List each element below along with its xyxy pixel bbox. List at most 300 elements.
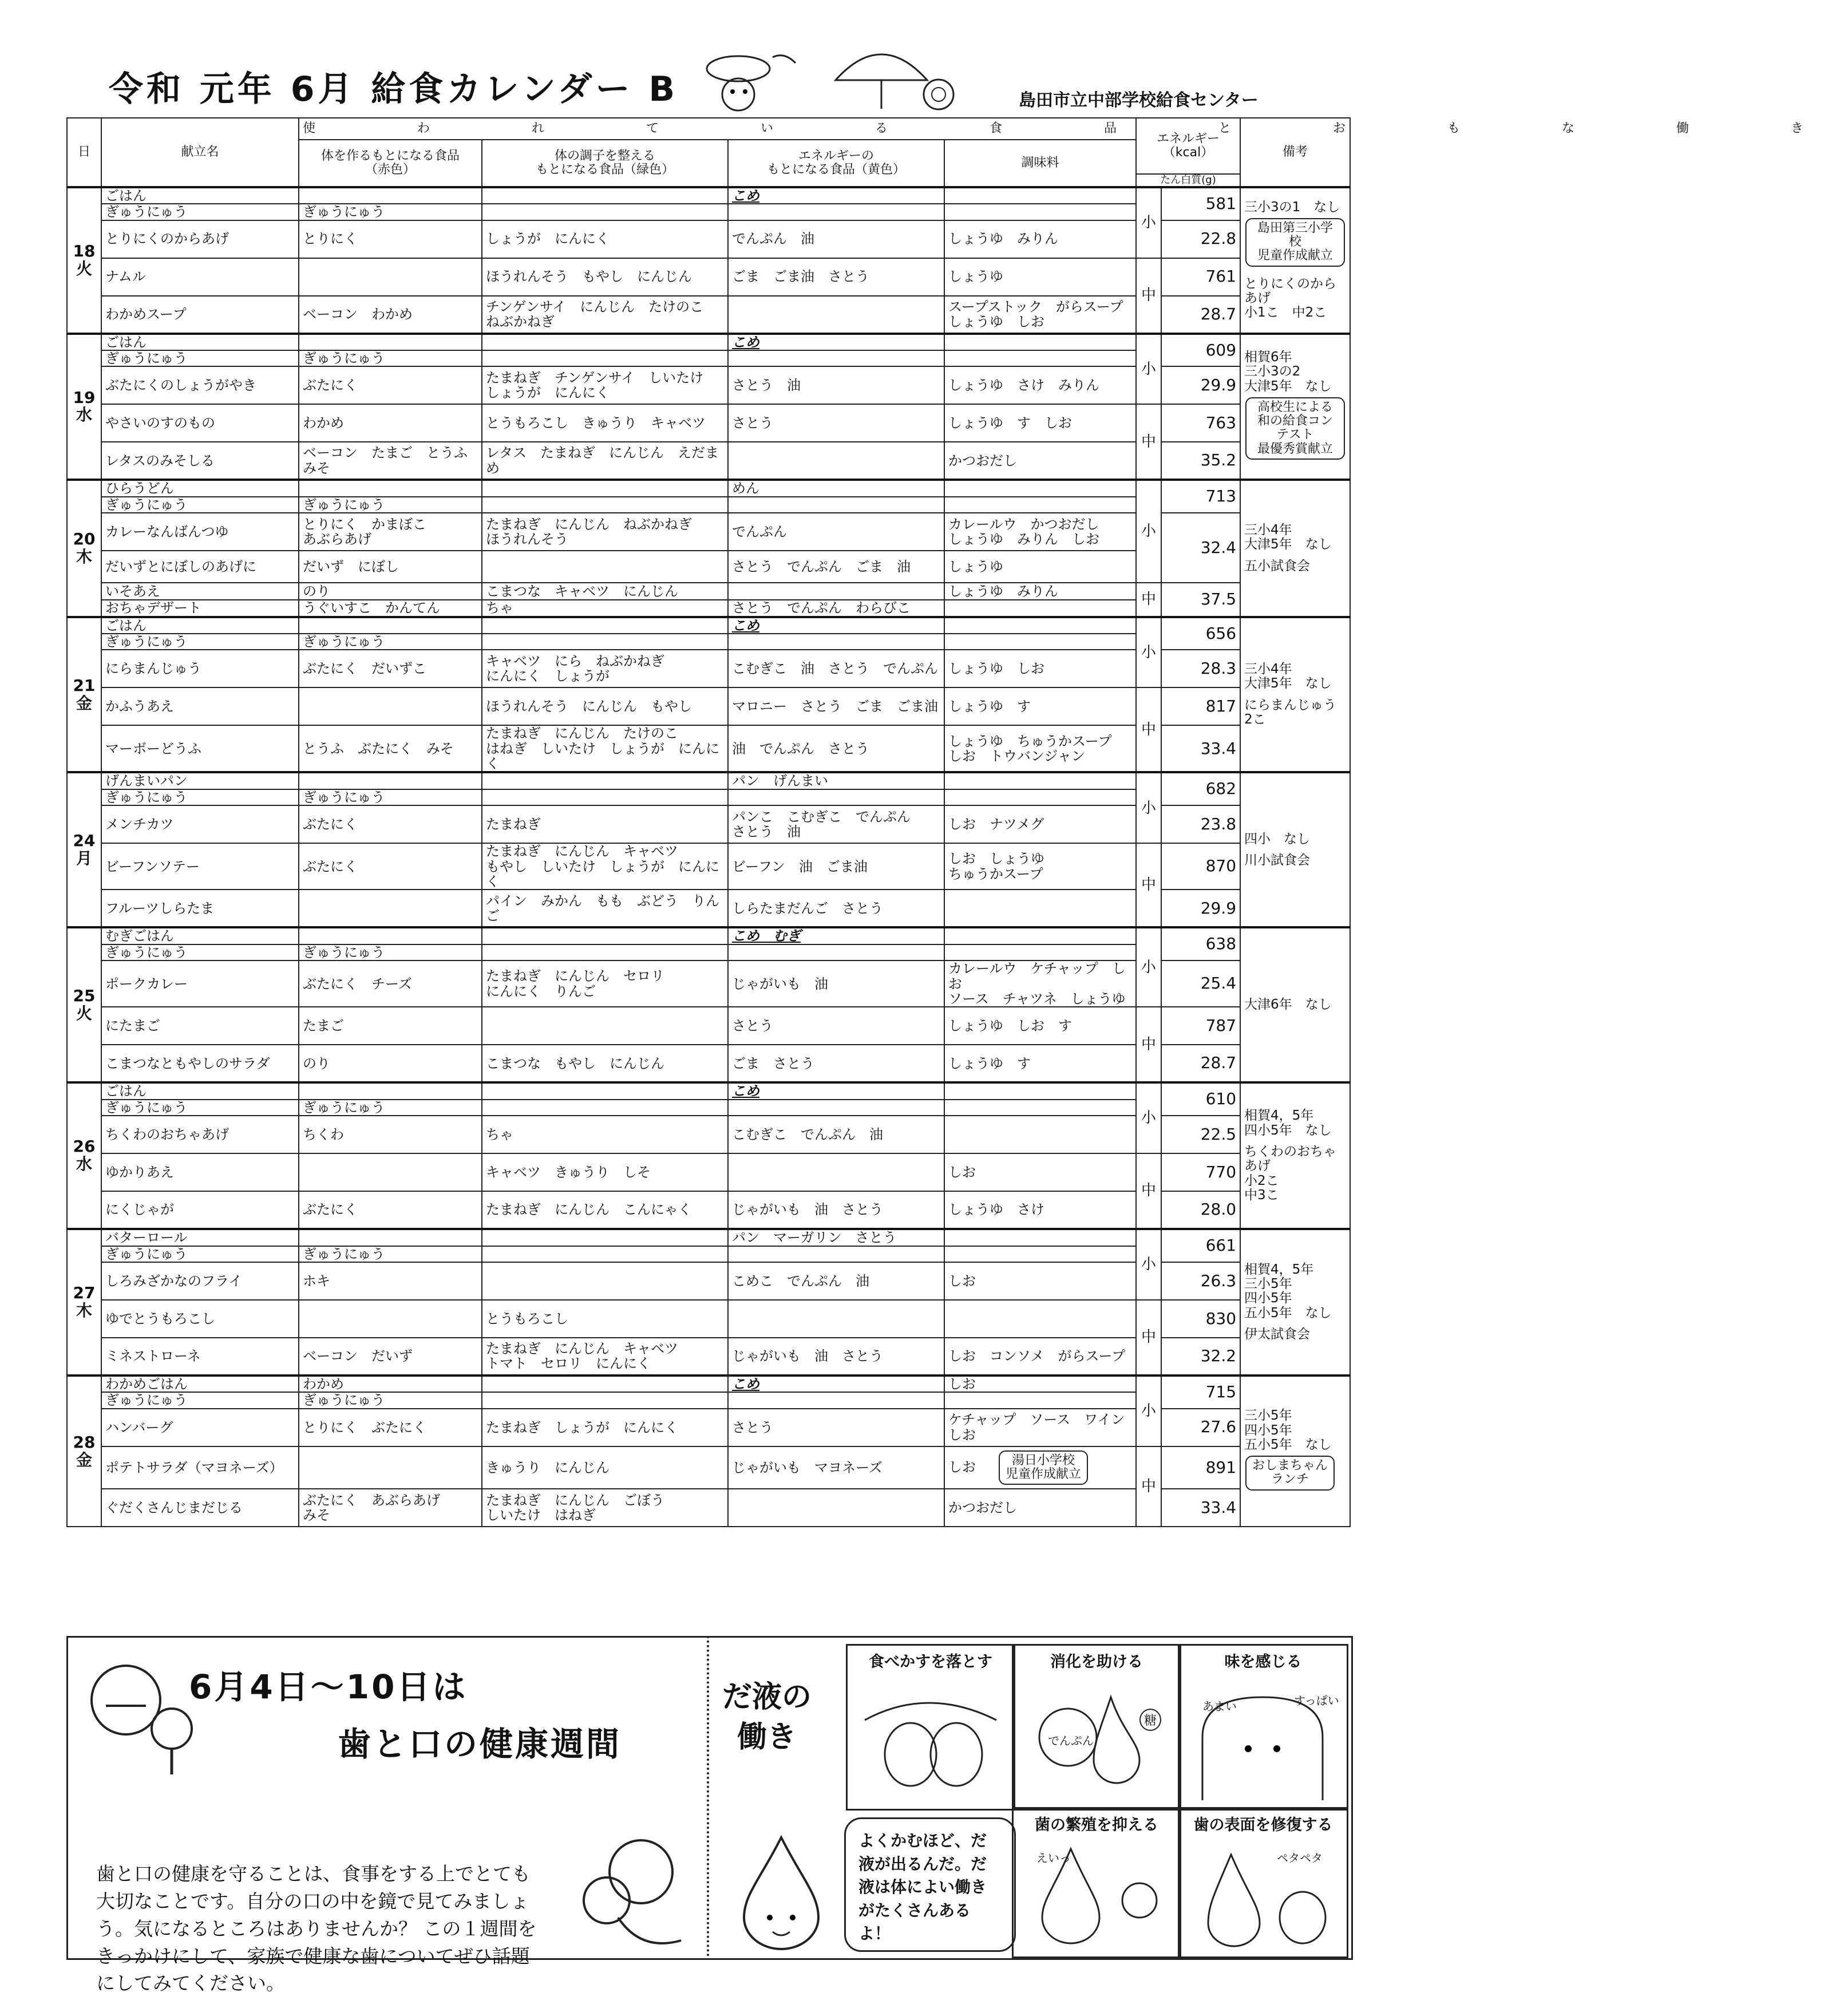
- food-red: ぶたにく: [299, 366, 482, 404]
- protein-g: 28.0: [1161, 1191, 1240, 1229]
- notes-badge: 島田第三小学校 児童作成献立: [1245, 218, 1345, 267]
- food-yellow: さとう でんぷん わらびこ: [728, 600, 944, 616]
- child-mirror-icon: [74, 1649, 206, 1780]
- food-season: [944, 187, 1136, 204]
- food-green: [482, 789, 728, 805]
- food-green: きゅうり にんじん: [482, 1446, 728, 1489]
- panel-title: 消化を助ける: [1050, 1653, 1143, 1671]
- menu-name: フルーツしらたま: [101, 890, 299, 927]
- size-small: 小: [1136, 187, 1161, 258]
- food-red: [299, 258, 482, 296]
- note-text: 相賀4，5年 四小5年 なし: [1244, 1108, 1332, 1138]
- doodle-label: 糖: [1139, 1709, 1161, 1731]
- weekday: 火: [76, 1003, 92, 1023]
- weekday: 木: [76, 547, 92, 566]
- protein-g: 32.4: [1161, 513, 1240, 583]
- notes-cell: [1240, 1082, 1350, 1229]
- col-energy: エネルギー （kcal）: [1136, 118, 1240, 174]
- day-cell: [67, 927, 101, 1082]
- menu-name: ポークカレー: [101, 960, 299, 1007]
- size-middle: 中: [1136, 1007, 1161, 1082]
- food-red: ベーコン だいず: [299, 1338, 482, 1375]
- col-yellow: エネルギーの もとになる食品（黄色）: [728, 140, 944, 187]
- weekday: 金: [76, 693, 92, 713]
- food-green: [482, 1229, 728, 1246]
- notes-cell: [1240, 617, 1350, 773]
- food-season: しょうゆ さけ みりん: [944, 366, 1136, 404]
- food-yellow: こめこ でんぷん 油: [728, 1262, 944, 1300]
- table-row: [67, 1446, 1350, 1489]
- food-yellow: ビーフン 油 ごま油: [728, 843, 944, 890]
- food-yellow: [728, 1246, 944, 1262]
- food-season: [944, 927, 1136, 944]
- school-badge: 湯日小学校 児童作成献立: [999, 1450, 1088, 1485]
- menu-name: ごはん: [101, 1082, 299, 1099]
- energy-kcal: 870: [1161, 843, 1240, 890]
- col-menu: 献立名: [101, 118, 299, 187]
- food-yellow: [728, 583, 944, 600]
- day-cell: [67, 480, 101, 616]
- menu-name: わかめごはん: [101, 1375, 299, 1392]
- menu-name: ぎゅうにゅう: [101, 634, 299, 650]
- food-season: しょうゆ: [944, 551, 1136, 583]
- menu-name: とりにくのからあげ: [101, 220, 299, 258]
- weekday: 金: [76, 1450, 92, 1469]
- menu-name: ぎゅうにゅう: [101, 204, 299, 220]
- food-red: ぎゅうにゅう: [299, 497, 482, 513]
- menu-name: ゆでとうもろこし: [101, 1300, 299, 1338]
- food-yellow: パン げんまい: [728, 772, 944, 789]
- food-yellow: [728, 442, 944, 480]
- menu-name: ごはん: [101, 617, 299, 634]
- protein-g: 22.5: [1161, 1116, 1240, 1153]
- menu-name: ミネストローネ: [101, 1338, 299, 1375]
- note-text: にらまんじゅう 2こ: [1244, 697, 1337, 727]
- food-season: しお コンソメ がらスープ: [944, 1338, 1136, 1375]
- protein-g: 33.4: [1161, 1489, 1240, 1527]
- day-number: 26: [73, 1137, 96, 1156]
- food-red: [299, 1446, 482, 1489]
- energy-kcal: 713: [1161, 480, 1240, 513]
- food-yellow: [728, 1392, 944, 1408]
- day-number: 27: [73, 1283, 96, 1303]
- food-green: [482, 1246, 728, 1262]
- saliva-panel-4: [1012, 1807, 1181, 1958]
- protein-g: 22.8: [1161, 220, 1240, 258]
- food-yellow: [728, 944, 944, 960]
- day-number: 28: [73, 1432, 96, 1452]
- protein-g: 28.7: [1161, 296, 1240, 334]
- col-protein: たん白質(g): [1136, 174, 1240, 187]
- protein-g: 29.9: [1161, 366, 1240, 404]
- energy-kcal: 661: [1161, 1229, 1240, 1262]
- food-season: しょうゆ ちゅうかスープ しお トウバンジャン: [944, 725, 1136, 772]
- food-season: カレールウ ケチャップ しお ソース チャツネ しょうゆ: [944, 960, 1136, 1007]
- food-season: かつおだし: [944, 1489, 1136, 1527]
- weekday: 木: [76, 1301, 92, 1321]
- table-row: [67, 772, 1350, 789]
- panel-title: 食べかすを落とす: [869, 1653, 992, 1671]
- energy-kcal: 656: [1161, 617, 1240, 650]
- notes-cell: [1240, 927, 1350, 1082]
- saliva-panel-3: [1178, 1644, 1348, 1811]
- food-red: わかめ: [299, 1375, 482, 1392]
- weekday: 水: [76, 1155, 92, 1174]
- size-middle: 中: [1136, 1300, 1161, 1375]
- food-red: [299, 1229, 482, 1246]
- food-red: ぶたにく: [299, 1191, 482, 1229]
- menu-name: にくじゃが: [101, 1191, 299, 1229]
- menu-name: ゆかりあえ: [101, 1153, 299, 1191]
- food-green: たまねぎ にんじん ねぶかねぎ ほうれんそう: [482, 513, 728, 551]
- menu-name: おちゃデザート: [101, 600, 299, 616]
- energy-kcal: 715: [1161, 1375, 1240, 1409]
- food-red: ぎゅうにゅう: [299, 1100, 482, 1116]
- size-small: 小: [1136, 334, 1161, 405]
- table-row: [67, 334, 1350, 350]
- protein-g: 37.5: [1161, 583, 1240, 616]
- food-red: ぎゅうにゅう: [299, 204, 482, 220]
- food-season: スープストック がらスープ しょうゆ しお: [944, 296, 1136, 334]
- note-text: 三小4年 大津5年 なし: [1244, 661, 1332, 691]
- energy-kcal: 638: [1161, 927, 1240, 960]
- table-row: [67, 1007, 1350, 1045]
- energy-kcal: 763: [1161, 404, 1240, 442]
- day-cell: [67, 1082, 101, 1229]
- food-red: のり: [299, 583, 482, 600]
- menu-name: ぶたにくのしょうがやき: [101, 366, 299, 404]
- menu-name: バターロール: [101, 1229, 299, 1246]
- weekday: 水: [76, 405, 92, 425]
- energy-kcal: 609: [1161, 334, 1240, 367]
- note-text: 三小3の1 なし: [1244, 199, 1340, 215]
- energy-kcal: 770: [1161, 1153, 1240, 1191]
- food-yellow: ごま さとう: [728, 1045, 944, 1082]
- food-yellow: こめ: [728, 617, 944, 634]
- food-season: しょうゆ みりん: [944, 220, 1136, 258]
- day-cell: [67, 617, 101, 773]
- table-row: [67, 583, 1350, 600]
- food-season: [944, 1300, 1136, 1338]
- menu-calendar-table: [66, 117, 1848, 1527]
- size-small: 小: [1136, 1375, 1161, 1446]
- organization-name: 島田市立中部学校給食センター: [1019, 90, 1259, 110]
- food-green: たまねぎ にんじん ごぼう しいたけ はねぎ: [482, 1489, 728, 1527]
- food-green: [482, 1392, 728, 1408]
- food-red: ベーコン たまご とうふ みそ: [299, 442, 482, 480]
- protein-g: 28.7: [1161, 1045, 1240, 1082]
- energy-kcal: 682: [1161, 772, 1240, 805]
- note-text: 大津6年 なし: [1244, 997, 1332, 1013]
- day-number: 24: [73, 831, 96, 851]
- menu-name: ぎゅうにゅう: [101, 497, 299, 513]
- food-green: たまねぎ にんじん たけのこ はねぎ しいたけ しょうが にんにく: [482, 725, 728, 772]
- menu-name: にらまんじゅう: [101, 650, 299, 687]
- protein-g: 35.2: [1161, 442, 1240, 480]
- size-small: 小: [1136, 927, 1161, 1007]
- menu-name: ぎゅうにゅう: [101, 1392, 299, 1408]
- saliva-title: だ液の 働き: [722, 1680, 812, 1755]
- size-middle: 中: [1136, 1153, 1161, 1229]
- food-red: ぎゅうにゅう: [299, 350, 482, 366]
- food-yellow: じゃがいも 油 さとう: [728, 1338, 944, 1375]
- food-red: [299, 1300, 482, 1338]
- food-red: [299, 1082, 482, 1099]
- size-small: 小: [1136, 617, 1161, 688]
- food-yellow: さとう: [728, 404, 944, 442]
- food-green: [482, 350, 728, 366]
- energy-kcal: 891: [1161, 1446, 1240, 1489]
- food-red: わかめ: [299, 404, 482, 442]
- notes-cell: [1240, 1229, 1350, 1375]
- food-red: ぎゅうにゅう: [299, 789, 482, 805]
- saliva-panel-1: [846, 1644, 1015, 1811]
- table-row: [67, 480, 1350, 496]
- food-season: しょうゆ す しお: [944, 404, 1136, 442]
- note-text: 伊太試食会: [1244, 1327, 1311, 1342]
- food-season: [944, 772, 1136, 789]
- food-green: キャベツ にら ねぶかねぎ にんにく しょうが: [482, 650, 728, 687]
- food-green: たまねぎ にんじん キャベツ トマト セロリ にんにく: [482, 1338, 728, 1375]
- food-red: ぶたにく だいずこ: [299, 650, 482, 687]
- food-yellow: こむぎこ 油 さとう でんぷん: [728, 650, 944, 687]
- food-red: ぶたにく チーズ: [299, 960, 482, 1007]
- food-green: [482, 1375, 728, 1392]
- food-yellow: じゃがいも マヨネーズ: [728, 1446, 944, 1489]
- energy-kcal: 817: [1161, 687, 1240, 725]
- col-seasoning: 調味料: [944, 140, 1136, 187]
- food-green: たまねぎ チンゲンサイ しいたけ しょうが にんにく: [482, 366, 728, 404]
- note-text: 三小4年 大津5年 なし: [1244, 523, 1332, 552]
- menu-name: こまつなともやしのサラダ: [101, 1045, 299, 1082]
- food-yellow: さとう でんぷん ごま 油: [728, 551, 944, 583]
- notes-cell: [1240, 1375, 1350, 1527]
- menu-name: メンチカツ: [101, 805, 299, 843]
- table-row: [67, 927, 1350, 944]
- table-row: [67, 1300, 1350, 1338]
- health-week-title: 歯と口の健康週間: [338, 1725, 622, 1764]
- panel-title: 味を感じる: [1224, 1653, 1302, 1671]
- panel-title: 歯の表面を修復する: [1193, 1816, 1333, 1834]
- energy-kcal: 787: [1161, 1007, 1240, 1045]
- food-season: [944, 617, 1136, 634]
- food-red: ちくわ: [299, 1116, 482, 1153]
- food-green: パイン みかん もも ぶどう りんご: [482, 890, 728, 927]
- note-text: とりにくのからあげ 小1こ 中2こ: [1244, 276, 1337, 321]
- menu-name: かふうあえ: [101, 687, 299, 725]
- protein-g: 32.2: [1161, 1338, 1240, 1375]
- food-season: [944, 497, 1136, 513]
- protein-g: 23.8: [1161, 805, 1240, 843]
- notes-badge: おしまちゃん ランチ: [1245, 1456, 1335, 1490]
- food-green: とうもろこし きゅうり キャベツ: [482, 404, 728, 442]
- menu-name: げんまいパン: [101, 772, 299, 789]
- protein-g: 29.9: [1161, 890, 1240, 927]
- protein-g: 33.4: [1161, 725, 1240, 772]
- food-red: ぎゅうにゅう: [299, 634, 482, 650]
- table-row: [67, 1153, 1350, 1191]
- food-red: [299, 187, 482, 204]
- menu-name: ひらうどん: [101, 480, 299, 496]
- food-yellow: [728, 1489, 944, 1527]
- note-text: 相賀6年 三小3の2 大津5年 なし: [1244, 350, 1332, 394]
- food-season: しお: [944, 1153, 1136, 1191]
- food-yellow: [728, 1300, 944, 1338]
- food-yellow: ごま ごま油 さとう: [728, 258, 944, 296]
- menu-name: ぎゅうにゅう: [101, 1246, 299, 1262]
- food-yellow: こむぎこ でんぷん 油: [728, 1116, 944, 1153]
- doodle-label: でんぷん: [1048, 1734, 1094, 1748]
- food-season: しょうゆ しお す: [944, 1007, 1136, 1045]
- food-red: [299, 927, 482, 944]
- panel-title: 菌の繁殖を抑える: [1035, 1816, 1158, 1834]
- food-season: しょうゆ みりん: [944, 583, 1136, 600]
- food-season: しお 湯日小学校 児童作成献立: [944, 1446, 1136, 1489]
- food-yellow: めん: [728, 480, 944, 496]
- day-cell: [67, 187, 101, 334]
- food-green: たまねぎ にんじん こんにゃく: [482, 1191, 728, 1229]
- food-yellow: でんぷん 油: [728, 220, 944, 258]
- food-yellow: こめ: [728, 187, 944, 204]
- menu-name: むぎごはん: [101, 927, 299, 944]
- food-season: [944, 204, 1136, 220]
- table-row: [67, 617, 1350, 634]
- food-season: しお しょうゆ ちゅうかスープ: [944, 843, 1136, 890]
- day-number: 21: [73, 675, 96, 695]
- energy-kcal: 610: [1161, 1082, 1240, 1116]
- food-green: こまつな キャベツ にんじん: [482, 583, 728, 600]
- food-season: [944, 334, 1136, 350]
- food-season: [944, 634, 1136, 650]
- food-yellow: しらたまだんご さとう: [728, 890, 944, 927]
- food-red: とりにく: [299, 220, 482, 258]
- menu-name: しろみざかなのフライ: [101, 1262, 299, 1300]
- table-row: [67, 1229, 1350, 1246]
- notes-cell: [1240, 334, 1350, 480]
- notes-cell: [1240, 772, 1350, 927]
- food-red: とりにく かまぼこ あぶらあげ: [299, 513, 482, 551]
- food-red: ぶたにく: [299, 843, 482, 890]
- food-green: ちゃ: [482, 1116, 728, 1153]
- food-yellow: [728, 350, 944, 366]
- col-foods-group: 使 わ れ て い る 食 品 と お も な 働 き: [299, 118, 1136, 140]
- food-red: ホキ: [299, 1262, 482, 1300]
- food-yellow: パン マーガリン さとう: [728, 1229, 944, 1246]
- table-row: [67, 1082, 1350, 1099]
- menu-name: いそあえ: [101, 583, 299, 600]
- size-middle: 中: [1136, 404, 1161, 480]
- menu-name: ハンバーグ: [101, 1409, 299, 1446]
- food-season: [944, 944, 1136, 960]
- menu-name: ごはん: [101, 334, 299, 350]
- food-season: [944, 1229, 1136, 1246]
- menu-name: だいずとにぼしのあげに: [101, 551, 299, 583]
- food-green: [482, 1007, 728, 1045]
- day-number: 18: [73, 241, 96, 260]
- note-text: 五小試食会: [1244, 558, 1311, 574]
- saliva-speech-bubble: よくかむほど、だ液が出るんだ。だ液は体によい働きがたくさんあるよ！: [844, 1817, 1016, 1952]
- food-yellow: じゃがいも 油: [728, 960, 944, 1007]
- day-cell: [67, 1229, 101, 1375]
- food-red: [299, 480, 482, 496]
- food-season: カレールウ かつおだし しょうゆ みりん しお: [944, 513, 1136, 551]
- menu-name: ごはん: [101, 187, 299, 204]
- food-season: [944, 480, 1136, 496]
- food-green: [482, 480, 728, 496]
- food-season: しお: [944, 1262, 1136, 1300]
- notes-cell: [1240, 187, 1350, 334]
- food-yellow: パンこ こむぎこ でんぷん さとう 油: [728, 805, 944, 843]
- col-notes: 備考: [1240, 118, 1350, 187]
- frog-umbrella-icon: [698, 46, 813, 120]
- menu-name: カレーなんばんつゆ: [101, 513, 299, 551]
- food-green: たまねぎ しょうが にんにく: [482, 1409, 728, 1446]
- energy-kcal: 581: [1161, 187, 1240, 220]
- food-red: とうふ ぶたにく みそ: [299, 725, 482, 772]
- child-mirror-icon: [572, 1832, 698, 1946]
- menu-name: にたまご: [101, 1007, 299, 1045]
- food-season: しょうゆ す: [944, 687, 1136, 725]
- table-row: [67, 187, 1350, 204]
- food-green: とうもろこし: [482, 1300, 728, 1338]
- food-green: こまつな もやし にんじん: [482, 1045, 728, 1082]
- food-red: ぶたにく: [299, 805, 482, 843]
- food-green: [482, 1100, 728, 1116]
- food-season: ケチャップ ソース ワイン しお: [944, 1409, 1136, 1446]
- doodle-label: すっぱい: [1294, 1694, 1339, 1707]
- food-yellow: マロニー さとう ごま ごま油: [728, 687, 944, 725]
- protein-g: 25.4: [1161, 960, 1240, 1007]
- size-small: 小: [1136, 1082, 1161, 1153]
- food-red: [299, 1153, 482, 1191]
- health-week-body: 歯と口の健康を守ることは、食事をする上でとても大切なことです。自分の口の中を鏡で見てみましょう。気になるところはありませんか？ この１週間をきっかけにして、家族で健康な歯についてぜひ話題にしてみてください。: [96, 1863, 537, 1995]
- food-red: [299, 617, 482, 634]
- saliva-panel-5: [1178, 1807, 1348, 1958]
- food-red: たまご: [299, 1007, 482, 1045]
- page-title: 令和 元年 6月 給食カレンダー B: [109, 69, 679, 109]
- food-yellow: さとう: [728, 1409, 944, 1446]
- food-yellow: こめ: [728, 1082, 944, 1099]
- menu-name: ぐだくさんじまだじる: [101, 1489, 299, 1527]
- doodle-label: ペタペタ: [1277, 1851, 1323, 1865]
- menu-name: ポテトサラダ（マヨネーズ）: [101, 1446, 299, 1489]
- food-green: たまねぎ にんじん セロリ にんにく りんご: [482, 960, 728, 1007]
- menu-name: レタスのみそしる: [101, 442, 299, 480]
- food-yellow: こめ むぎ: [728, 927, 944, 944]
- food-season: [944, 1246, 1136, 1262]
- food-green: [482, 551, 728, 583]
- food-season: しょうゆ さけ: [944, 1191, 1136, 1229]
- protein-g: 27.6: [1161, 1409, 1240, 1446]
- food-green: [482, 944, 728, 960]
- food-red: ぎゅうにゅう: [299, 944, 482, 960]
- menu-name: ぎゅうにゅう: [101, 789, 299, 805]
- food-green: しょうが にんにく: [482, 220, 728, 258]
- food-yellow: じゃがいも 油 さとう: [728, 1191, 944, 1229]
- size-middle: 中: [1136, 687, 1161, 772]
- food-yellow: [728, 204, 944, 220]
- food-red: ベーコン わかめ: [299, 296, 482, 334]
- food-green: たまねぎ: [482, 805, 728, 843]
- food-season: [944, 600, 1136, 616]
- food-green: [482, 927, 728, 944]
- food-yellow: さとう 油: [728, 366, 944, 404]
- note-text: ちくわのおちゃあげ 小2こ 中3こ: [1244, 1144, 1337, 1203]
- divider: [707, 1636, 709, 1956]
- day-number: 19: [73, 388, 96, 407]
- table-row: [67, 404, 1350, 442]
- food-yellow: さとう: [728, 1007, 944, 1045]
